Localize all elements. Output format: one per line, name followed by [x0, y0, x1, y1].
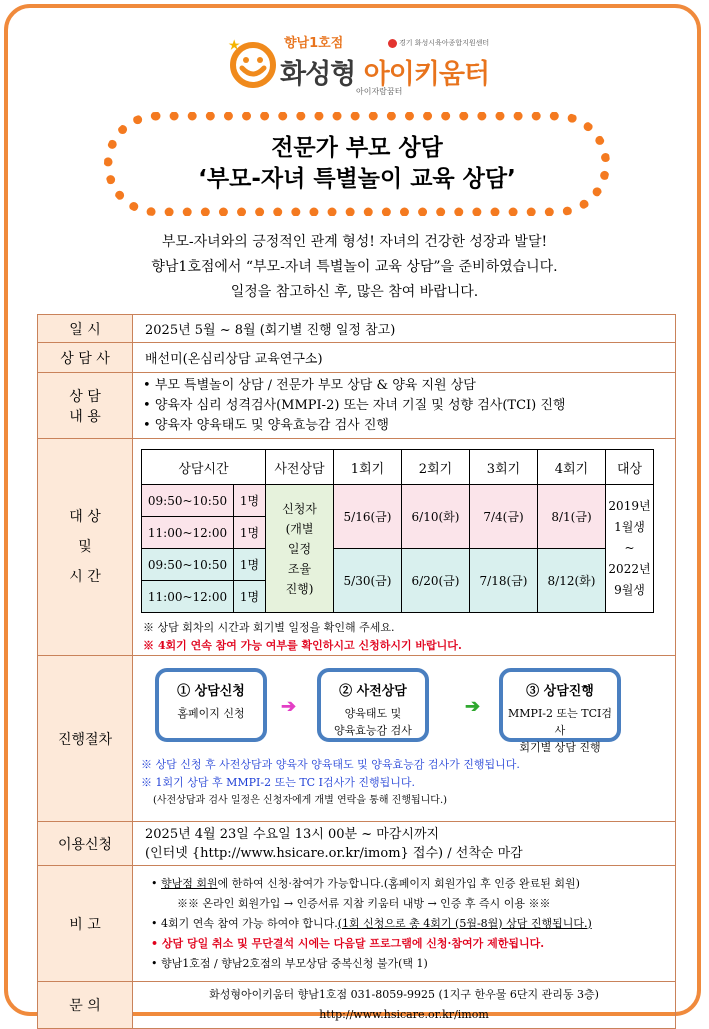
slot-count: 1명 — [234, 485, 266, 517]
g2-s1: 5/30(금) — [334, 549, 402, 613]
logo-tagline: 아이자람꿈터 — [356, 87, 403, 96]
label-target-a: 대 상 — [69, 509, 101, 525]
contact-phone: 화성형아이키움터 향남1호점 031-8059-9925 (1지구 한우물 6단지 관리동 3층) — [209, 988, 599, 1001]
step-title: ① 상담신청 — [177, 684, 245, 699]
bullet: • — [151, 876, 158, 890]
label-date: 일 시 — [38, 315, 133, 343]
intro-line: 부모-자녀와의 긍정적인 관계 형성! 자녀의 건강한 성장과 발달! — [161, 234, 548, 250]
label-target — [38, 439, 133, 656]
process-notes — [141, 756, 520, 810]
remark-sub: ※※ 온라인 회원가입 → 인증서류 지참 키움터 내방 → 인증 후 즉시 이용 ※※ — [177, 896, 551, 910]
remark-text: (1회 신청으로 총 4회기 (5월-8월) 상담 진행됩니다.) — [337, 916, 592, 930]
schedule-table — [141, 449, 654, 613]
slot-time: 09:50~10:50 — [142, 549, 234, 581]
step-progress — [499, 668, 621, 754]
remark-item — [151, 874, 657, 894]
arrow-right-icon: ➔ — [465, 696, 481, 717]
row-remarks — [38, 866, 676, 982]
bullet: • — [151, 936, 159, 950]
header-s1: 1회기 — [334, 450, 402, 485]
label-content-a: 상 담 — [69, 388, 101, 405]
schedule-row — [142, 485, 654, 517]
content-list — [133, 374, 675, 438]
label-target-c: 시 간 — [69, 569, 101, 585]
label-apply: 이용신청 — [38, 822, 133, 866]
process-note: (사전상담과 검사 일정은 신청자에게 개별 연락을 통해 진행됩니다.) — [153, 795, 448, 806]
org-name: 경기 화성시육아종합지원센터 — [399, 39, 490, 47]
slot-count: 1명 — [234, 549, 266, 581]
g1-s2: 6/10(화) — [402, 485, 470, 549]
label-process: 진행절차 — [38, 656, 133, 822]
header-s4: 4회기 — [538, 450, 606, 485]
info-table — [37, 314, 676, 1029]
row-date — [38, 315, 676, 343]
remark-text: 에 한하여 신청·참여가 가능합니다.(홈페이지 회원가입 후 인증 완료된 회원) — [217, 876, 580, 890]
slot-count: 1명 — [234, 581, 266, 613]
g1-s3: 7/4(금) — [470, 485, 538, 549]
step-desc: 홈페이지 신청 — [177, 707, 245, 720]
content-item: • 양육자 심리 성격검사(MMPI-2) 또는 자녀 기질 및 성향 검사(TCI) 진행 — [143, 397, 566, 413]
target-age: 2019년 1월생 ~ 2022년 9월생 — [606, 485, 654, 613]
contact-info — [133, 982, 675, 1028]
process-flow — [133, 656, 675, 816]
apply-info — [133, 823, 675, 865]
logo-name-kid: 아이키움터 — [363, 59, 490, 90]
logo-branch: 향남1호점 — [284, 36, 344, 51]
pre-consult: 신청자 (개별 일정 조율 진행) — [266, 485, 334, 613]
intro-text — [0, 230, 709, 305]
content-item: • 양육자 양육태도 및 양육효능감 검사 진행 — [143, 417, 389, 433]
slot-count: 1명 — [234, 517, 266, 549]
label-contact: 문 의 — [38, 982, 133, 1029]
slot-time: 11:00~12:00 — [142, 581, 234, 613]
g2-s2: 6/20(금) — [402, 549, 470, 613]
g1-s4: 8/1(금) — [538, 485, 606, 549]
row-counselor — [38, 343, 676, 373]
title-box — [104, 112, 610, 216]
row-process — [38, 656, 676, 822]
content-item-text: 양육자 양육태도 및 양육효능감 검사 진행 — [154, 417, 389, 433]
step-desc: 양육태도 및 양육효능감 검사 — [334, 707, 412, 737]
label-target-b: 및 — [78, 539, 92, 555]
arrow-right-icon: ➔ — [281, 696, 297, 717]
label-counselor: 상 담 사 — [38, 343, 133, 373]
content-item-text: 양육자 심리 성격검사(MMPI-2) 또는 자녀 기질 및 성향 검사(TCI) 진행 — [154, 397, 566, 413]
row-apply — [38, 822, 676, 866]
apply-period: 2025년 4월 23일 수요일 13시 00분 ~ 마감시까지 — [145, 826, 440, 842]
header-s3: 3회기 — [470, 450, 538, 485]
row-target — [38, 439, 676, 656]
remark-member: 향남점 회원 — [161, 876, 218, 890]
header-target: 대상 — [606, 450, 654, 485]
org-logo — [388, 38, 489, 48]
content-item: • 부모 특별놀이 상담 / 전문가 부모 상담 & 양육 지원 상담 — [143, 377, 476, 393]
step-desc: MMPI-2 또는 TCI검사 회기별 상담 진행 — [508, 707, 612, 754]
step-pre — [317, 668, 429, 742]
apply-method: (인터넷 {http://www.hsicare.or.kr/imom} 접수) / 선착순 마감 — [145, 845, 523, 861]
org-logo-icon — [388, 39, 397, 48]
remark-text: 향남1호점 / 향남2호점의 부모상담 중복신청 불가(택 1) — [161, 956, 428, 970]
content-item-text: 부모 특별놀이 상담 / 전문가 부모 상담 & 양육 지원 상담 — [154, 377, 476, 393]
g2-s3: 7/18(금) — [470, 549, 538, 613]
bullet: • — [151, 956, 158, 970]
remark-item — [151, 934, 657, 954]
remark-item — [151, 954, 657, 974]
schedule-header — [142, 450, 654, 485]
step-title: ② 사전상담 — [339, 684, 407, 699]
value-date: 2025년 5월 ~ 8월 (회기별 진행 일정 참고) — [145, 323, 396, 338]
remarks-list — [133, 870, 675, 978]
schedule-note: ※ 상담 회차의 시간과 회기별 일정을 확인해 주세요. — [143, 621, 395, 634]
label-content-b: 내 용 — [69, 408, 101, 425]
header-pre: 사전상담 — [266, 450, 334, 485]
intro-line: 향남1호점에서 “부모-자녀 특별놀이 교육 상담”을 준비하였습니다. — [151, 259, 558, 275]
process-note: ※ 상담 신청 후 사전상담과 양육자 양육태도 및 양육효능감 검사가 진행됩니다. — [141, 758, 520, 771]
g2-s4: 8/12(화) — [538, 549, 606, 613]
step-title: ③ 상담진행 — [526, 684, 594, 699]
slot-time: 09:50~10:50 — [142, 485, 234, 517]
slot-time: 11:00~12:00 — [142, 517, 234, 549]
value-counselor: 배선미(온심리상담 교육연구소) — [145, 352, 323, 367]
header-s2: 2회기 — [402, 450, 470, 485]
schedule-warning: ※ 4회기 연속 참여 가능 여부를 확인하시고 신청하시기 바랍니다. — [143, 639, 462, 652]
step-apply — [155, 668, 267, 742]
title-line2: ‘부모-자녀 특별놀이 교육 상담’ — [198, 166, 516, 192]
title-line1: 전문가 부모 상담 — [271, 135, 443, 161]
label-content — [38, 373, 133, 439]
remark-text: 4회기 연속 참여 가능 하여야 합니다. — [161, 916, 338, 930]
row-contact — [38, 982, 676, 1029]
intro-line: 일정을 참고하신 후, 많은 참여 바랍니다. — [230, 284, 479, 300]
label-remarks: 비 고 — [38, 866, 133, 982]
process-note: ※ 1회기 상담 후 MMPI-2 또는 TC I검사가 진행됩니다. — [141, 776, 415, 789]
header-time: 상담시간 — [142, 450, 266, 485]
remark-item — [151, 914, 657, 934]
contact-url: http://www.hsicare.or.kr/imom — [319, 1008, 489, 1021]
g1-s1: 5/16(금) — [334, 485, 402, 549]
bullet: • — [151, 916, 158, 930]
logo-name-pre: 화성형 — [280, 59, 356, 90]
schedule-row — [142, 549, 654, 581]
remark-text: 상담 당일 취소 및 무단결석 시에는 다음달 프로그램에 신청·참여가 제한됩니다. — [161, 936, 545, 950]
row-content — [38, 373, 676, 439]
logo-smile-icon — [228, 38, 278, 88]
